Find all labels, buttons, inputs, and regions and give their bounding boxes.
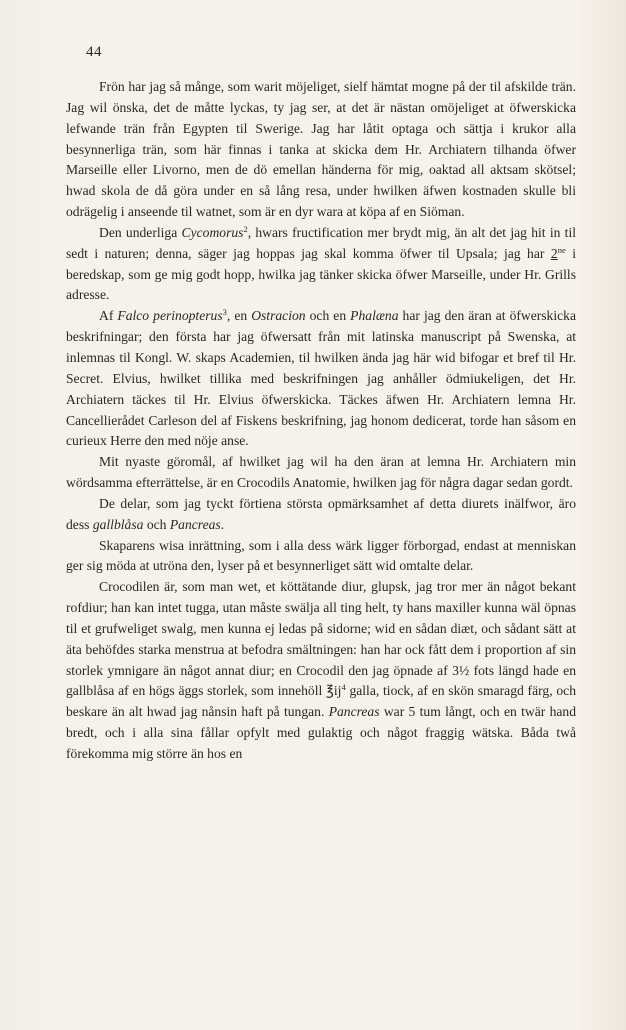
body-text [66,77,576,765]
paragraph [66,77,576,223]
footnote-marker: ne [557,244,566,255]
footnote-marker: 3 [222,307,227,318]
paragraph [66,577,576,765]
italic-term: Pancreas [328,704,380,720]
text-run: har jag den äran at öfwerskicka beskrifningar; den första har jag öfwersatt från mit latinska manuscript på Swenska, at inlemnas til Kongl. W. skaps Academien, til hwilken ända jag här wid bifogar et bref til Hr. Secret. Elvius, hwilket tillika med beskrifningen jag anhåller ödmiukeligen, det Hr. Archiatern täckes til Hr. Elvius öfwerskicka. Täckes äfwen Hr. Archiatern lemna Hr. Cancellierådet Carleson del af Fiskens beskrifning, jag honom dedicerat, torde han såsom en curieux Herre den med nöje anse. [66,308,576,449]
paragraph [66,452,576,494]
paragraph [66,223,576,306]
text-run: , en [226,308,252,324]
italic-term: Ostracion [251,308,306,324]
paragraph [66,306,576,452]
paragraph [66,536,576,578]
italic-term: gallblåsa [92,516,144,532]
text-run: galla, tiock, af en skön smaragd färg, och beskare än alt hwad jag nånsin haft på tungan. [66,683,576,720]
text-run: war 5 tum långt, och en twär hand bredt, och i alla sina fållar opfylt med gulaktig och något fraggig wätska. Båda twå förekomma mig större än hos en [66,704,577,761]
text-run: 2 [550,245,558,261]
text-run: , hwars fructification mer brydt mig, än alt det jag hit in til sedt i naturen; denna, säger jag hoppas jag skal komma öfwer til Upsala; jag har [66,224,576,261]
text-run: Crocodilen är, som man wet, et köttätande diur, glupsk, jag tror mer än något bekant rofdiur; han kan intet tugga, utan måste swälja all ting helt, ty hans maxiller kunna wäl öpnas til et grufweliget swalg, men kunna ej ledas på sidorne; wid en sådan diæt, och sådant sätt at äta behöfdes starka menstrua at befodra smältningen: han har ock fått dem i proportion af sin storlek ymnigare än något annat diur; en Crocodil den jag öpnade af 3½ fots längd hade en gallblåsa af en högs äggs storlek, som innehöll ℥ij [66,579,576,699]
text-run: Skaparens wisa inrättning, som i alla dess wärk ligger förborgad, endast at menniskan ger sig möda at utröna den, lyser på et besynnerliget sätt wid omtalte delar. [66,537,576,574]
footnote-marker: 4 [341,682,346,693]
italic-term: Pancreas [169,516,221,532]
text-run: Mit nyaste göromål, af hwilket jag wil ha den äran at lemna Hr. Archiatern min wördsamma efterrättelse, är en Crocodils Anatomie, hwilken jag för några dagar sedan gordt. [66,454,576,491]
text-run: Frön har jag så månge, som warit möjeliget, sielf hämtat mogne på der til afskilde trän. Jag wil önska, det de måtte lyckas, ty jag ser, at det är nästan omöjeliget at öfwerskicka lefwande trän från Egypten til Swerige. Jag har låtit optaga och sättja i krukor alla besynnerliga trän, som här finnas i tanka at skicka dem Hr. Archiatern tilhanda öfwer Marseille eller Livorno, men de dö emellan händerna för mig, oaktad all aktsam skötsel; hwad skola de då göra under en så lång resa, under hwilken äfwen kostnaden skulle bli odrägelig i anseende til watnet, som är en dyr wara at köpa af en Siöman. [66,79,576,220]
text-run: Den underliga [99,224,182,240]
italic-term: Falco perinopterus [117,308,223,324]
italic-term: Phalæna [350,308,399,324]
text-run: De delar, som jag tyckt förtiena största opmärksamhet af detta diurets inälfwor, äro dess [66,495,576,532]
footnote-marker: 2 [243,223,248,234]
text-run: i beredskap, som ge mig godt hopp, hwilka jag tänker skicka öfwer Marseille, under Hr. Grills adresse. [66,245,576,303]
text-run: Af [99,308,118,324]
text-run: och [143,516,170,532]
page-number: 44 [86,44,102,60]
paragraph [66,494,576,536]
text-run: . [220,516,225,532]
italic-term: Cycomorus [181,224,244,240]
text-run: och en [305,308,351,324]
